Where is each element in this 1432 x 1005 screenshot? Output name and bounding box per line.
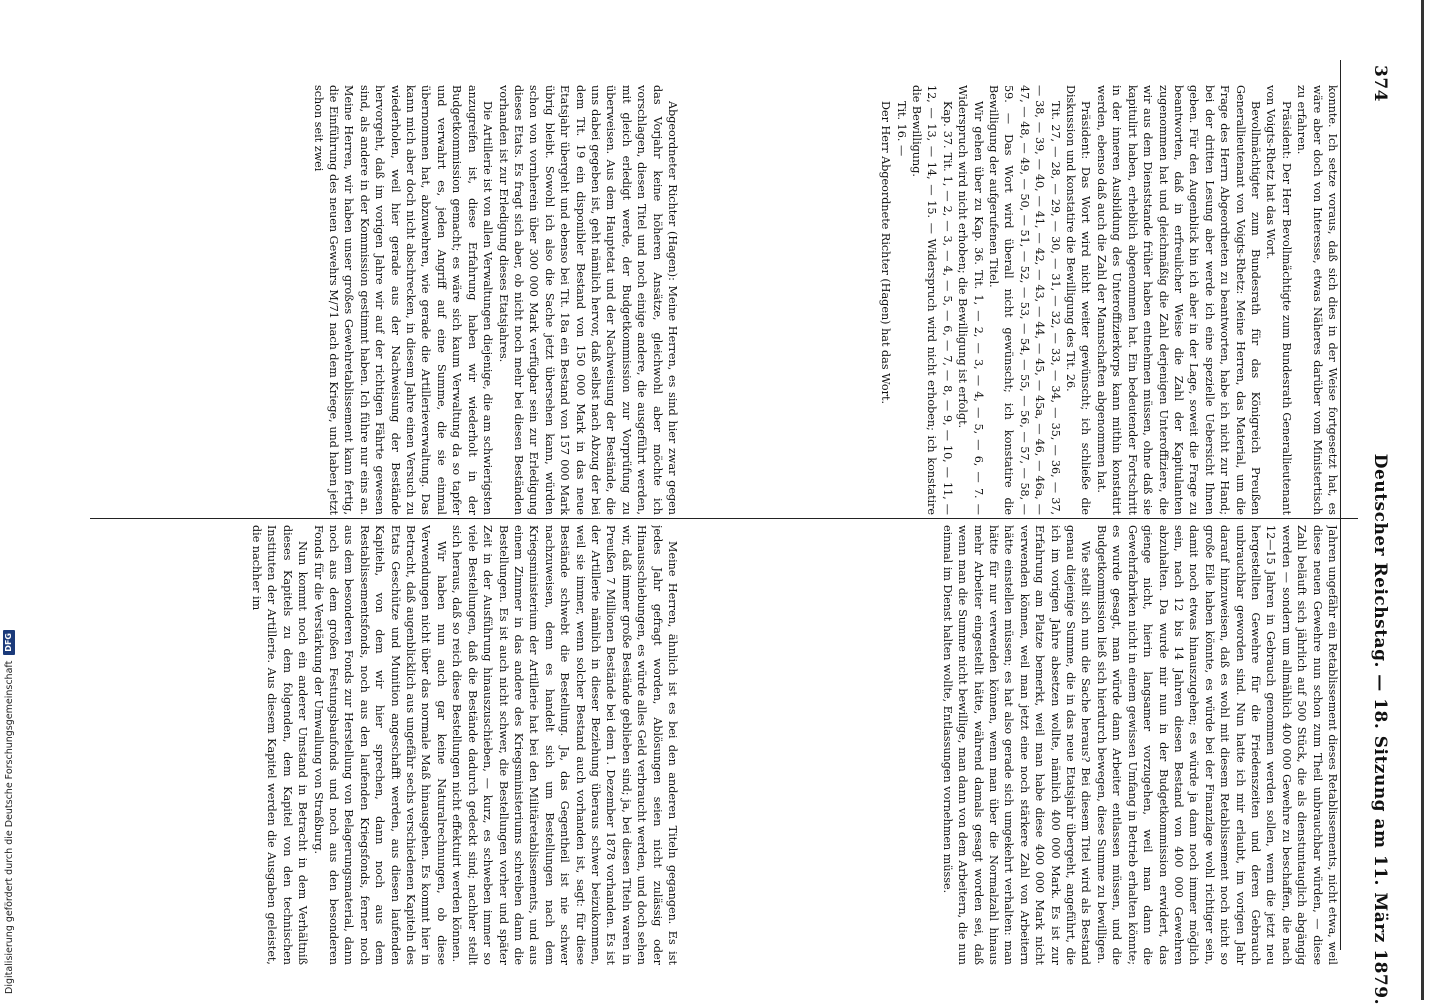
credit-text: Digitalisierung gefördert durch die Deutsche Forschungsgemeinschaft — [3, 660, 15, 994]
paragraph: Bevollmächtigter zum Bundesrath für das Königreich Preußen Generallieutenant von Voigts-Rhetz: Meine Herren, das Material, um die Frage des Herrn Abgeordneten zu beantworten, habe ich nicht zur Hand; bei der dritten Lesung aber werde ich eine spezielle Uebersicht Ihnen geben. Für den Augenblick bin ich aber in der Lage, soweit die Frage zu beantworten, daß in erfreulicher Weise die Zahl der Kapitulanten zugenommen hat und gleichmäßig die Zahl derjenigen Unteroffiziere, die wir aus dem Dienststande früher haben entnehmen müssen, ohne daß sie kapitulirt haben, erheblich abgenommen hat. Ein bedeutender Fortschritt in der inneren Ausbildung des Unteroffizierkorps kann mithin konstatirt werden, ebenso daß auch die Zahl der Mannschaften abgenommen hat. — [1094, 85, 1262, 515]
digitization-credit — [1, 0, 17, 1000]
column-upper-right — [700, 525, 1340, 965]
page-edge — [1421, 0, 1424, 1000]
page-header — [1365, 65, 1395, 1005]
paragraph: Wie stellt sich nun die Sache heraus? Bei diesem Titel wird als Bestand genau diejenige Summe, die in das neue Etatsjahr übergeht, angeführt, die ich im vorigen Jahre absetzen wollte, nämlich 400 000 Mark. Es ist zur Erfahrung am Platze bemerkt, weil man habe diese 400 000 Mark nicht verwenden können, weil man jetzt eine noch stärkere Zahl von Arbeitern hätte einstellen müssen; es hat also gerade sich umgekehrt verhalten: man hätte für nur verwenden können, wenn man über die Normalzahl hinaus mehr Arbeiter eingestellt hätte, während damals gesagt worden sei, daß wenn man die Summe nicht bewillige, man dann von dem Arbeitern, die nun einmal im Dienst halten wollte, Entlassungen vornehmen müsse. — [940, 525, 1093, 965]
column-divider — [90, 518, 1358, 519]
paragraph: Die Artillerie ist von allen Verwaltungen diejenige, die am schwierigsten anzugreifen ist, diese Erfahrung haben wir wiederholt in der Budgetkommission gemacht; es wäre sich kaum Verwaltung da so tapfer und verwahrt es, jeden Angriff auf eine Summe, die sie einmal übernommen hat, abzuwehren, wie gerade die Artillerieverwaltung. Das kann mich aber doch nicht abschrecken, in diesem Jahre einen Versuch zu wiederholen, weil hier gerade aus der Nachweisung der Bestände hervorgeht, daß im vorigen Jahre wir auf der richtigen Fährte gewesen sind, als andere in der Kommission gestimmt haben. Ich führe nur eins an. Meine Herren, wir haben unser großes Gewehretablissement kann fertig, die Einführung des neuen Gewehrs M/71 nach dem Kriege, und haben jetzt schon seit zwei — [311, 85, 495, 515]
paragraph: Wir gehen über zu Kap. 36. Tit. 1, — 2, — 3, — 4, — 5, — 6, — 7. — Widerspruch wird nicht erhoben; die Bewilligung ist erfolgt. — [956, 85, 985, 515]
paragraph: Präsident: Der Herr Bevollmächtigte zum Bundesrath Generallieutenant von Voigts-Rhetz hat das Wort. — [1264, 85, 1293, 515]
paragraph: Tit. 16. — — [894, 101, 908, 157]
dfg-logo-icon: DFG — [3, 630, 15, 655]
paragraph: Präsident: Das Wort wird nicht weiter gewünscht; ich schließe die Diskussion und konstatire die Bewilligung des Tit. 26. — [1064, 85, 1093, 515]
paragraph: Kap. 37. Tit. 1, — 2, — 3, — 4, — 5, — 6, — 7, — 8, — 9, — 10, — 11, — 12, — 13, — 14, — 15. — Widerspruch wird nicht erhoben; ich konstatire die Bewilligung. — [910, 85, 954, 515]
column-lower-right — [90, 525, 680, 965]
paragraph: Der Herr Abgeordnete Richter (Hagen) hat das Wort. — [879, 101, 893, 405]
column-lower-left — [90, 85, 680, 515]
column-upper-left — [820, 85, 1340, 515]
paragraph: Tit. 27, — 28, — 29, — 30, — 31, — 32, — 33, — 34, — 35, — 36, — 37, — 38, — 39, — 40, — 41, — 42, — 43, — 44, — 45, — 45a, — 46, — 46a, — 47, — 48, — 49, — 50, — 51, — 52, — 53, — 54, — 55, — 56, — 57, — 58, — 59. — Das Wort wird überall nicht gewünscht; ich konstatire die Bewilligung der aufgerufenen Titel. — [987, 85, 1062, 515]
header-rule — [1340, 60, 1341, 950]
paragraph: konnte. Ich setze voraus, daß sich dies in der Weise fortgesetzt hat, es wäre aber doch von Interesse, etwas Näheres darüber vom Ministertisch zu erfahren. — [1295, 85, 1339, 515]
paragraph: Nun kommt noch ein anderer Umstand in Betracht in dem Verhältniß dieses Kapitels zu dem folgenden, dem Kapitel von den technischen Instituten der Artillerie. Aus diesem Kapitel werden die Ausgaben geleistet, die nachher im — [250, 525, 310, 965]
paragraph: Wir haben nun auch gar keine Naturalrechnungen, ob diese Verwendungen nicht über das normale Maß hinausgehen. Es kommt hier in Betracht, daß augenblicklich aus ungefähr sechs verschiedenen Kapiteln des Etats Geschütze und Munition angeschafft werden, aus diesen laufenden Kapiteln, von dem wir hier sprechen, dann noch aus dem Restablissementsfonds, noch aus den laufenden Kriegsfonds, ferner noch aus dem besonderen Fonds zur Herstellung von Belagerungsmaterial, dann noch aus dem großen Festungsbaufonds und noch aus den besonderen Fonds für die Verstärkung der Umwallung von Straßburg. — [311, 525, 448, 965]
paragraph: Abgeordneter Richter (Hagen): Meine Herren, es sind hier zwar gegen das Vorjahr keine höheren Ansätze, gleichwohl aber möchte ich vorschlagen, diesen Titel und noch einige andere, die ausgeführt werden, mit gleich erledigt werde, der Budgetkommission zur Vorprüfung zu überweisen. Aus dem Hauptetat und der Nachweisung der Bestände, die uns dabei gegeben ist, geht nämlich hervor, daß selbst nach Abzug der bei dem Tit. 19 ein disponibler Bestand von 150 000 Mark in das neue Etatsjahr übergeht und ebenso bei Tit. 18a ein Bestand von 157 000 Mark übrig bleibt. Sowohl ich also die Sache jetzt übersehen kann, würden schon von vornherein über 300 000 Mark verfügbar sein zur Erledigung dieses Etats. Es fragt sich aber, ob nicht noch mehr bei diesen Beständen vorhanden ist zur Erledigung dieses Etatsjahres. — [496, 85, 679, 515]
page-number: 374 — [1370, 65, 1390, 102]
page-title: Deutscher Reichstag. — 18. Sitzung am 11. März 1879. — [1370, 453, 1390, 1005]
paragraph: Meine Herren, ähnlich ist es bei den anderen Titeln gegangen. Es ist jedes Jahr gefragt worden, Ablösungen seien nicht zulässig oder Hinausschiebungen, es würde alles Geld verbraucht werden, und doch sehen wir, daß immer große Bestände geblieben sind; ja, bei diesen Titeln waren in Preußen 7 Millionen Bestände bei dem 1. Dezember 1878 vorhanden. Es ist der Artillerie nämlich in dieser Beziehung überaus schwer beizukommen, weil sie immer, wenn solcher Bestand auch vorhanden ist, sagt: für diese Bestände schwebt die Bestellung. Ja, das Gegentheil ist nie schwer nachzuweisen, denn es handelt sich um Bestellungen nach dem Kriegsministerium der Artillerie hat bei den Militäretablissements, und aus einem Zimmer in das andere des Kriegsministeriums schreiben dann die Bestellungen. Es ist auch nicht schwer, die Bestellungen vorher und später Zeit in der Ausführung hinauszuschieben, — kurz, es schweben immer so viele Bestellungen, daß die Bestände dadurch gedeckt sind; nachher stellt sich heraus, daß so reich diese Bestellungen nicht effektuirt werden können. — [450, 525, 679, 965]
paragraph: Jahren ungefähr ein Retablissement dieses Retablissements, nicht etwa, weil diese neuen Gewehre nun schon zum Theil unbrauchbar würden, — diese Zahl beläuft sich jährlich auf 500 Stück, die als dienstuntauglich abgängig werden — sondern um allmählich 400 000 Gewehre zu beschaffen, die nach 12—15 Jahren in Gebrauch genommen werden sollen, wenn die jetzt neu hergestellten Gewehre für die Friedenszeiten und deren Gebrauch unbrauchbar geworden sind. Nun hatte ich mir erlaubt, im vorigen Jahr darauf hinzuweisen, daß es wohl mit diesem Retablissement noch nicht so große Eile haben könnte, es würde bei der Finanzlage wohl richtiger sein, damit noch etwas hinauszugehen; es würde ja dann noch immer möglich sein, nach 12 bis 14 Jahren diesen Bestand von 400 000 Gewehren abzuhalten. Da wurde mir nun in der Budgetkommission erwidert, das gienge nicht, hierin langsamer vorzugehen, weil man dann die Gewehrfabriken nicht in einem gewissen Umfang in Betrieb erhalten könnte; es wurde gesagt, man würde dann Arbeiter entlassen müssen, und die Budgetkommission ließ sich hierdurch bewegen, diese Summe zu bewilligen. — [1094, 525, 1339, 965]
